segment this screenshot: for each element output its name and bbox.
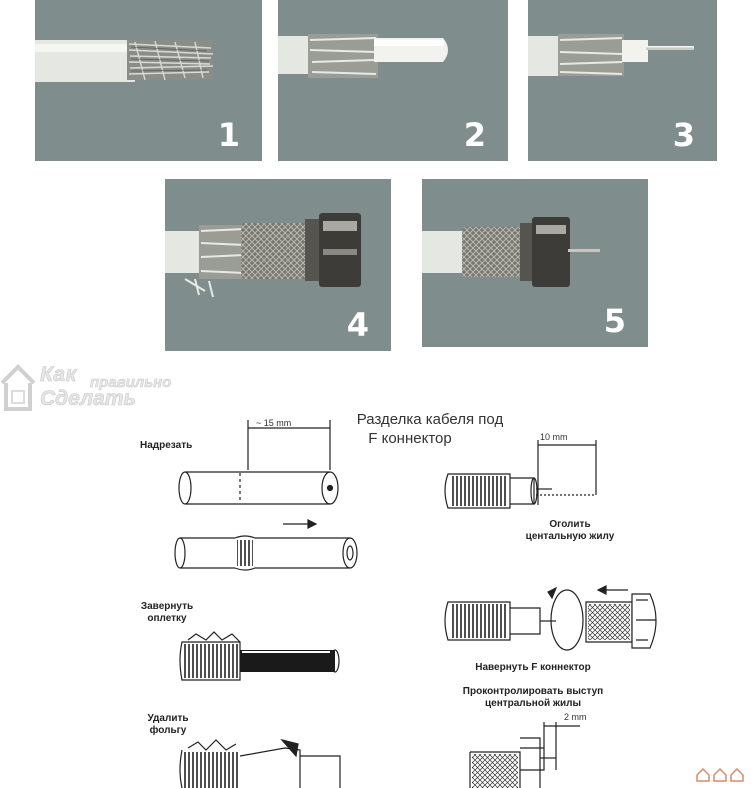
label-cut: Надрезать [140,440,193,451]
photo-5-number: 5 [603,302,626,340]
corner-houses-icon [695,766,747,782]
label-remove-foil-1: Удалить [147,713,189,724]
diagram-check-protrusion [470,722,580,788]
label-expose-core-2: центальную жилу [525,531,615,542]
photo-1-number: 1 [217,116,240,154]
label-check-protrusion-1: Проконтролировать выступ [462,686,604,697]
diagram-remove-foil [180,740,340,788]
label-fold-braid-2: оплетку [147,613,187,624]
dim-label-10mm: 10 mm [540,432,568,442]
photo-2-number: 2 [463,116,486,154]
label-check-protrusion-2: центральной жилы [484,698,582,709]
diagram-expose-core [445,440,596,508]
diagram-slide-jacket [175,520,357,570]
diagram-cut-cable [179,420,338,504]
label-screw-connector: Навернуть F коннектор [475,662,591,673]
logo-word-sdelat: Сделать [40,387,136,410]
label-remove-foil-2: фольгу [149,725,187,736]
dim-label-2mm: 2 mm [564,712,587,722]
diagram-title-line2: F коннектор [368,430,452,447]
label-expose-core-1: Оголить [549,519,591,530]
dim-label-15mm: ~ 15 mm [256,418,292,428]
photo-4-number: 4 [346,306,369,344]
logo-word-pravilno: правильно [90,374,172,391]
label-fold-braid-1: Завернуть [140,601,194,612]
photo-3-number: 3 [672,116,695,154]
diagram-fold-braid [180,632,339,680]
logo-word-kak: Как [40,363,77,386]
diagram-screw-connector [445,586,656,650]
diagram-title-line1: Разделка кабеля под [356,411,504,428]
